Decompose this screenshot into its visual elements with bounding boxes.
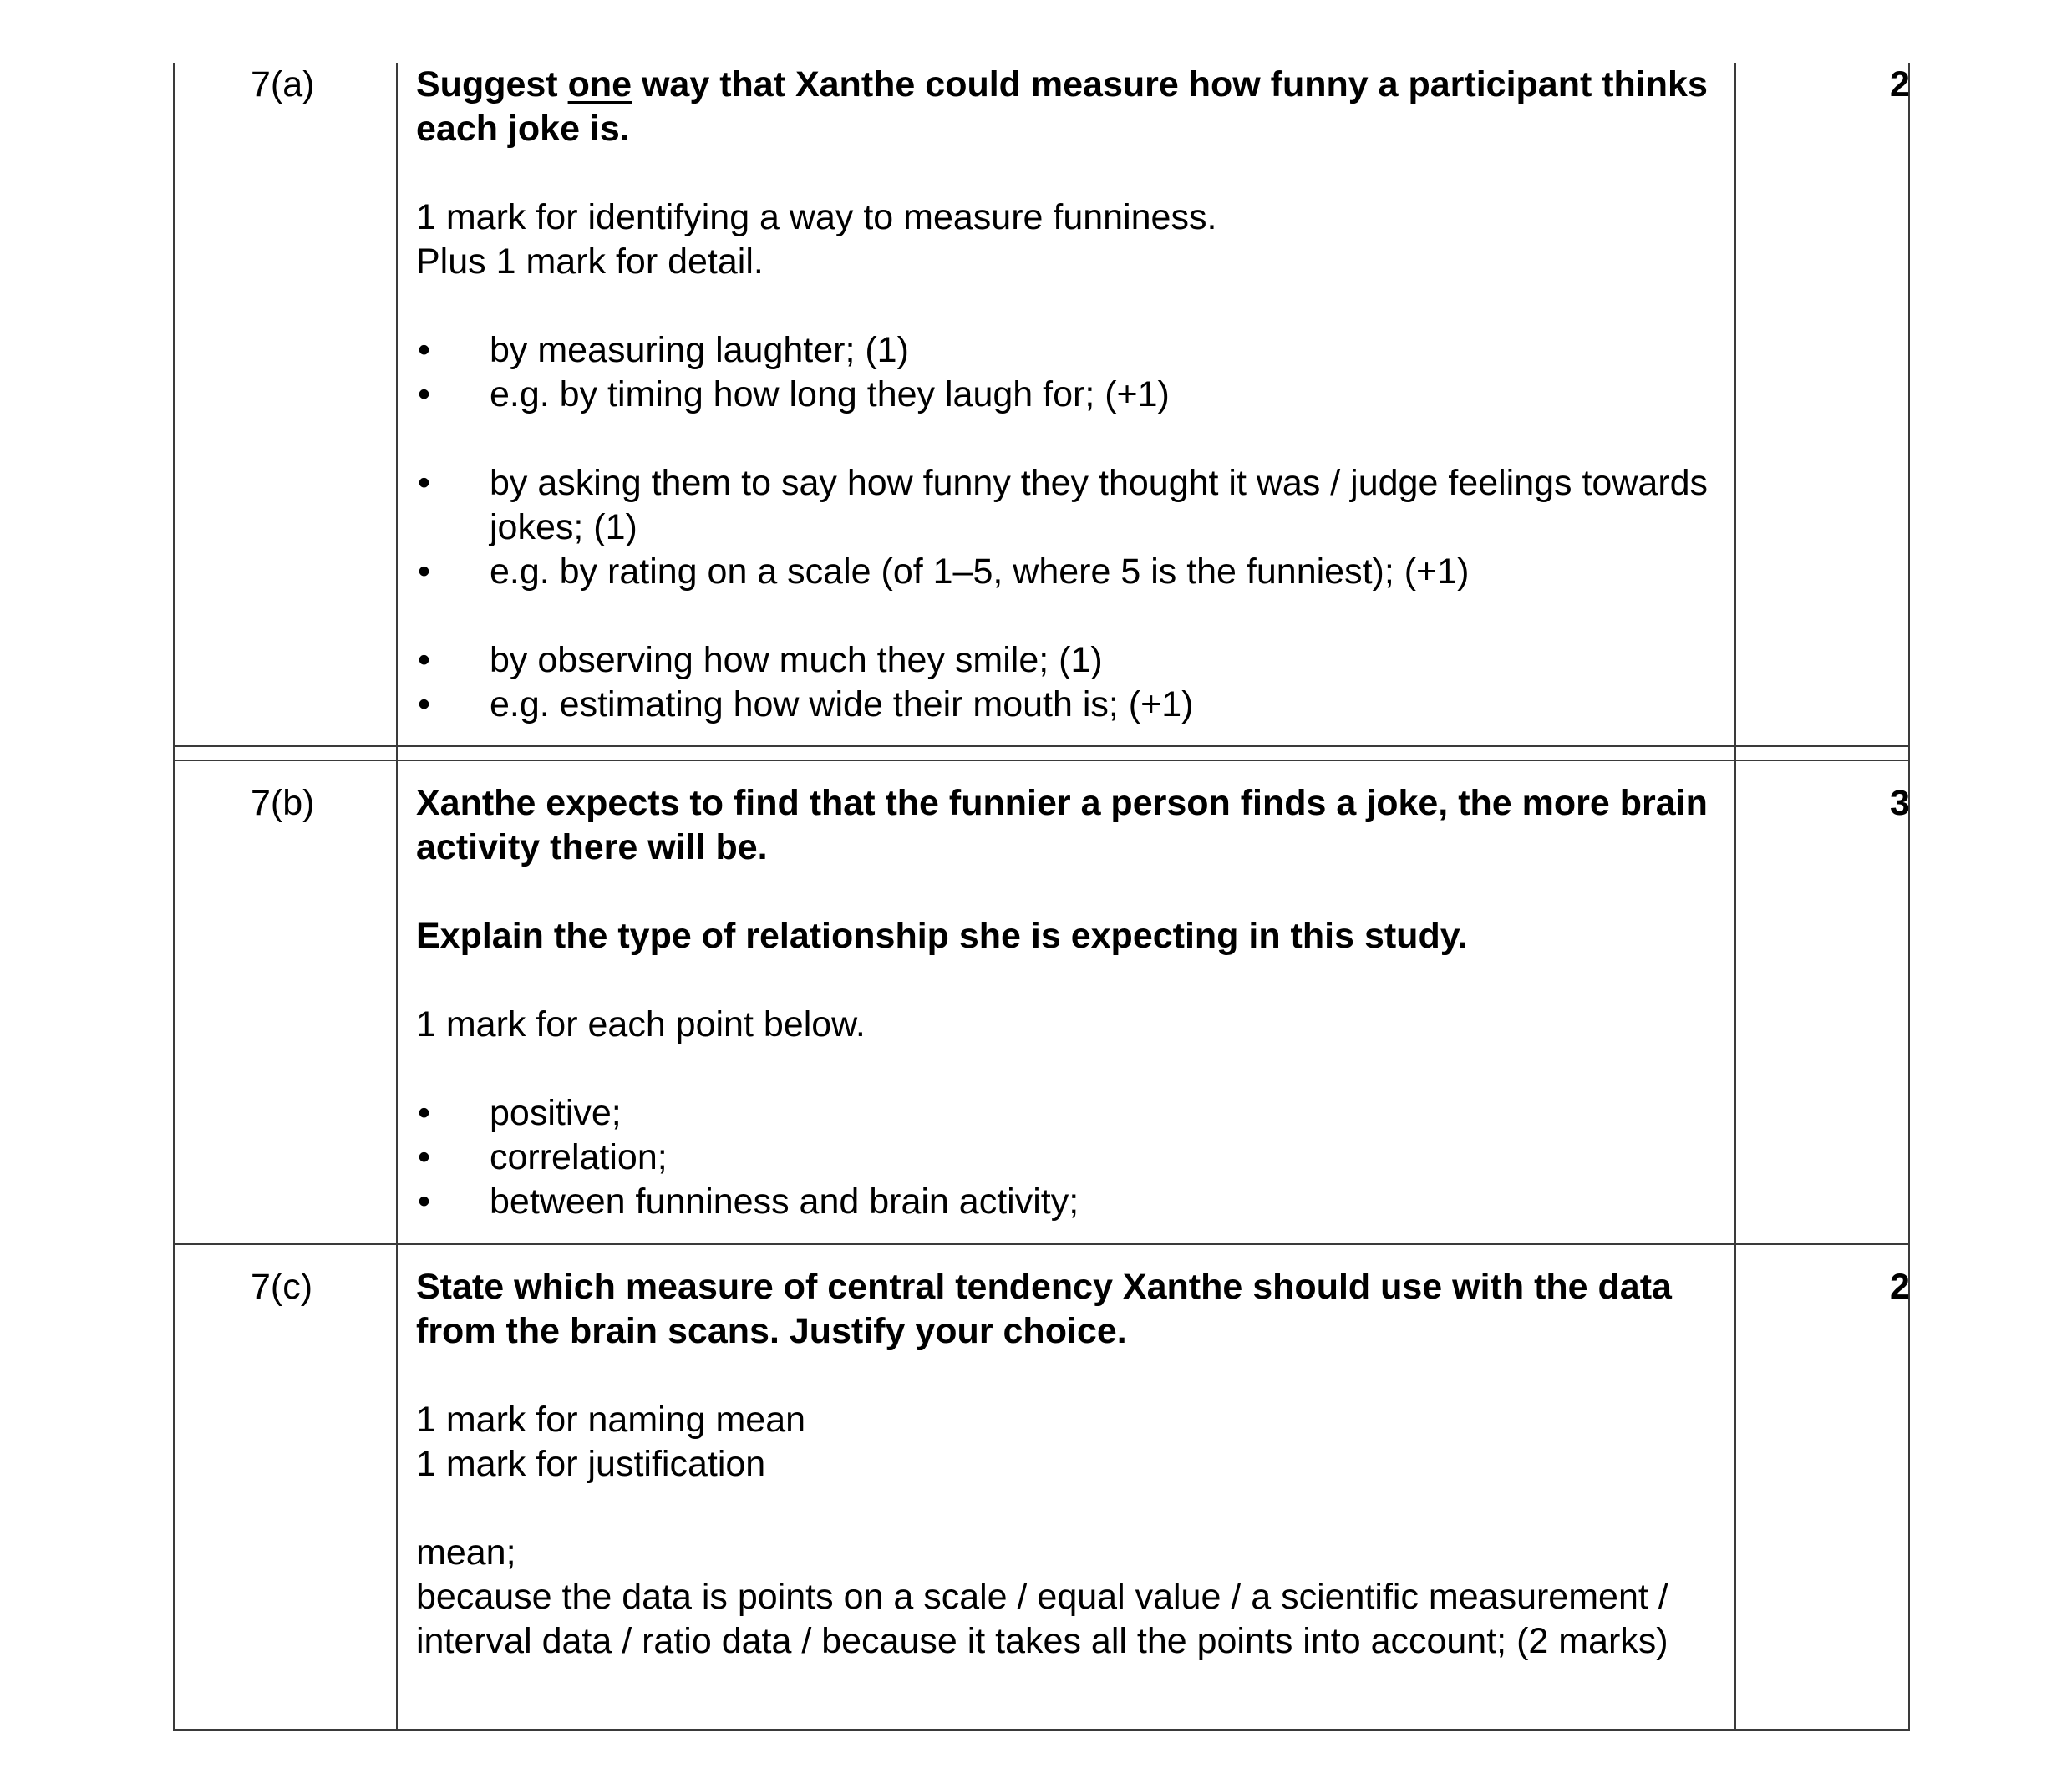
bullet-list [416,461,1719,594]
table-border-bottom [173,1729,1910,1731]
marks-value: 2 [1890,64,1910,104]
bullet-item [416,1136,1719,1180]
bullet-list [416,1091,1719,1224]
bullet-icon: • [418,1182,431,1222]
marks-value: 2 [1890,1267,1910,1307]
bullet-text: e.g. estimating how wide their mouth is; (+1) [490,684,1194,724]
question-text-part: way that Xanthe could measure how funny a participant thinks each joke is. [416,64,1708,149]
bullet-item [416,461,1719,550]
bullet-text: by asking them to say how funny they thought it was / judge feelings towards jokes; (1) [490,463,1709,547]
bullet-icon: • [418,330,431,370]
bullet-text: e.g. by rating on a scale (of 1–5, where 5 is the funniest); (+1) [490,551,1470,592]
question-number: 7(c) [251,1267,313,1307]
question-text-part: Suggest [416,64,568,104]
bullet-text: between funniness and brain activity; [490,1182,1079,1222]
guidance-line: 1 mark for naming mean [416,1400,806,1440]
table-border-right [1908,63,1910,1731]
guidance-line: 1 mark for identifying a way to measure funniness. [416,197,1217,237]
question-cell-7b [416,781,1719,1224]
bullet-list [416,328,1719,417]
marks-value: 3 [1890,783,1910,823]
question-text: State which measure of central tendency Xanthe should use with the data from the brain scans. Justify your choice. [416,1267,1672,1351]
bullet-icon: • [418,684,431,724]
question-cell-7c [416,1265,1719,1664]
bullet-text: by measuring laughter; (1) [490,330,909,370]
row-divider [173,1243,1910,1245]
answer-text: because the data is points on a scale / equal value / a scientific measurement / interval data / ratio data / because it takes all the points into account; (2 marks) [416,1577,1668,1661]
bullet-item [416,328,1719,373]
column-divider-1 [396,63,398,1731]
bullet-text: e.g. by timing how long they laugh for; (+1) [490,374,1170,414]
question-text: Xanthe expects to find that the funnier a person finds a joke, the more brain activity there will be. [416,783,1708,867]
bullet-item [416,373,1719,417]
bullet-icon: • [418,1137,431,1177]
guidance-line: Plus 1 mark for detail. [416,241,764,282]
bullet-icon: • [418,551,431,592]
bullet-icon: • [418,463,431,503]
bullet-icon: • [418,1093,431,1133]
bullet-text: correlation; [490,1137,668,1177]
guidance-line: 1 mark for each point below. [416,1004,866,1044]
bullet-item [416,550,1719,594]
question-number: 7(a) [251,64,315,104]
bullet-icon: • [418,374,431,414]
question-text: Explain the type of relationship she is expecting in this study. [416,916,1468,956]
answer-text: mean; [416,1532,516,1573]
bullet-text: by observing how much they smile; (1) [490,640,1103,680]
question-cell-7a [416,63,1719,727]
bullet-item [416,683,1719,727]
underlined-word: one [567,64,632,104]
row-divider-double-top [173,745,1910,747]
guidance-line: 1 mark for justification [416,1444,766,1484]
question-text [416,63,1719,151]
bullet-icon: • [418,640,431,680]
bullet-item [416,638,1719,683]
bullet-item [416,1180,1719,1224]
bullet-text: positive; [490,1093,622,1133]
bullet-item [416,1091,1719,1136]
question-number: 7(b) [251,783,315,823]
table-border-left [173,63,175,1731]
bullet-list [416,638,1719,727]
column-divider-2 [1734,63,1736,1731]
row-divider-double-bottom [173,760,1910,761]
